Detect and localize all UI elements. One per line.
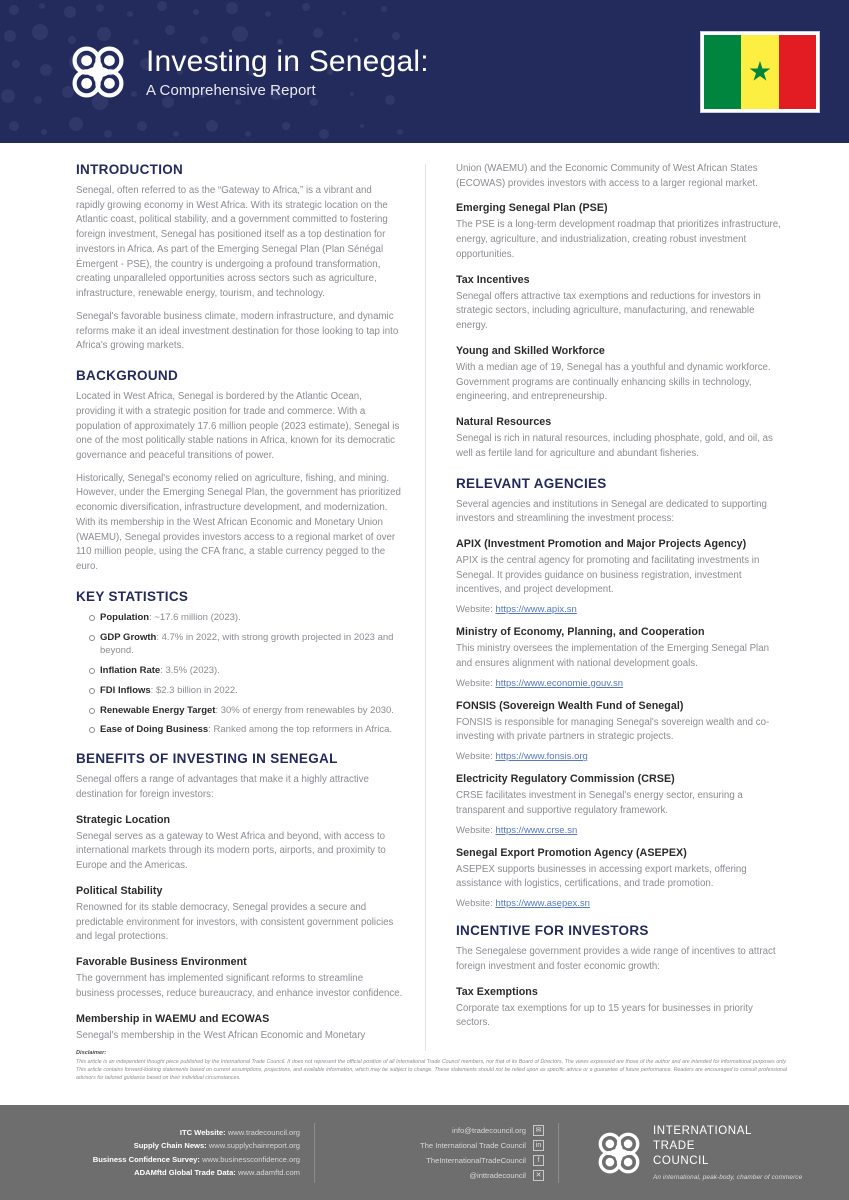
section-heading-key-statistics: KEY STATISTICS xyxy=(76,588,189,604)
stat-label: Population xyxy=(100,611,150,623)
subsection-text-tax-incentives: Senegal offers attractive tax exemptions and reductions for investors in strategic sectors, including agriculture, manufacturing, and renewable energy. xyxy=(456,290,761,332)
section-heading-benefits: BENEFITS OF INVESTING IN SENEGAL xyxy=(76,751,338,767)
agency-text-apix: APIX is the central agency for promoting and facilitating investments in Senegal. It provides guidance on business registration, investment incentives, and project development. xyxy=(456,555,760,596)
agency-title-fonsis: FONSIS (Sovereign Wealth Fund of Senegal) xyxy=(456,699,684,712)
website-label: Website: xyxy=(456,604,496,616)
subsection-title-membership-waemu-ecowas: Membership in WAEMU and ECOWAS xyxy=(76,1012,270,1025)
list-item xyxy=(90,631,403,659)
footer-social-x-twitter[interactable] xyxy=(329,1170,544,1181)
website-label: Website: xyxy=(456,677,496,689)
footer-link-url: www.adamftd.com xyxy=(237,1167,300,1177)
social-label: @inttradecouncil xyxy=(469,1170,526,1180)
agency-website-link-fonsis[interactable]: https://www.fonsis.org xyxy=(495,751,588,763)
page-title: Investing in Senegal: xyxy=(146,44,429,78)
subsection-text-favorable-business-environment: The government has implemented significant reforms to streamline business processes, reduce bureaucracy, and enhance investor confidence. xyxy=(76,973,403,999)
agency-text-fonsis: FONSIS is responsible for managing Senegal's sovereign wealth and co-investing with private partners in strategic projects. xyxy=(456,716,770,743)
website-label: Website: xyxy=(456,751,496,763)
section-heading-incentive-for-investors: INCENTIVE FOR INVESTORS xyxy=(456,923,649,939)
website-label: Website: xyxy=(456,824,496,836)
subsection-text-natural-resources: Senegal is rich in natural resources, including phosphate, gold, and oil, as well as fertile land for agriculture and abundant fisheries. xyxy=(456,433,773,459)
report-body xyxy=(0,146,849,1051)
footer-brand-block xyxy=(573,1124,802,1180)
agency-text-ministry-economy: This ministry oversees the implementation of the Emerging Senegal Plan and ensures alignment with national development goals. xyxy=(456,643,770,669)
flag-band-green xyxy=(704,35,741,109)
benefits-intro: Senegal offers a range of advantages that make it a highly attractive destination for foreign investors: xyxy=(76,774,369,800)
agency-title-asepex: Senegal Export Promotion Agency (ASEPEX) xyxy=(456,846,687,859)
section-heading-introduction: INTRODUCTION xyxy=(76,162,184,177)
footer-social-linkedin[interactable] xyxy=(329,1140,544,1151)
facebook-icon[interactable]: f xyxy=(533,1155,544,1166)
linkedin-icon[interactable]: in xyxy=(533,1140,544,1151)
footer-links-column xyxy=(0,1124,300,1182)
agency-website-asepex xyxy=(456,898,787,909)
membership-text-continuation: Union (WAEMU) and the Economic Community of West African States (ECOWAS) provides investors with access to a larger regional market. xyxy=(456,163,758,189)
stat-label: Renewable Energy Target xyxy=(100,704,216,716)
stat-label: Inflation Rate xyxy=(100,665,161,677)
stat-value: : $2.3 billion in 2022. xyxy=(150,684,238,696)
list-item xyxy=(90,684,403,698)
x-twitter-icon[interactable]: ✕ xyxy=(533,1170,544,1181)
stat-label: Ease of Doing Business xyxy=(100,724,209,736)
footer-link-label: Supply Chain News: xyxy=(133,1141,207,1151)
brand-line-international: INTERNATIONAL xyxy=(653,1125,752,1138)
agency-title-apix: APIX (Investment Promotion and Major Projects Agency) xyxy=(456,538,747,551)
itc-quatrefoil-logo-icon xyxy=(68,42,128,102)
page-header xyxy=(0,0,849,143)
stat-label: FDI Inflows xyxy=(100,684,151,696)
page-footer xyxy=(0,1105,849,1200)
right-column xyxy=(438,162,787,1051)
key-statistics-list xyxy=(76,611,403,737)
footer-link-url: www.tradecouncil.org xyxy=(227,1127,300,1137)
subsection-text-tax-exemptions: Corporate tax exemptions for up to 15 years for businesses in priority sectors. xyxy=(456,1002,753,1029)
subsection-text-young-skilled-workforce: With a median age of 19, Senegal has a youthful and dynamic workforce. Government programs are continually enhancing skills in technology, engineering, and entrepreneurship. xyxy=(456,361,771,403)
social-label: The International Trade Council xyxy=(420,1140,526,1150)
footer-link-itc-website[interactable] xyxy=(60,1128,300,1137)
footer-link-url: www.businessconfidence.org xyxy=(202,1154,300,1164)
footer-divider-1 xyxy=(314,1123,315,1183)
section-heading-background: BACKGROUND xyxy=(76,368,178,384)
itc-quatrefoil-logo-icon xyxy=(595,1129,643,1177)
footer-link-label: Business Confidence Survey: xyxy=(92,1154,200,1164)
footer-divider-2 xyxy=(558,1123,559,1183)
footer-link-supply-chain-news[interactable] xyxy=(60,1141,300,1150)
subsection-title-emerging-senegal-plan: Emerging Senegal Plan (PSE) xyxy=(456,202,608,215)
footer-link-business-confidence-survey[interactable] xyxy=(60,1155,300,1164)
footer-link-url: www.supplychainreport.org xyxy=(208,1141,300,1151)
background-paragraph-1: Located in West Africa, Senegal is bordered by the Atlantic Ocean, providing it with a strategic position for trade and commerce. With a population of approximately 17.6 million people (2023 estimate), Senegal is one of the most politically stable nations in Africa, known for its democratic governance and peaceful transitions of power. xyxy=(76,391,400,462)
brand-line-trade: TRADE xyxy=(653,1140,695,1153)
agency-website-apix xyxy=(456,604,787,615)
social-label: info@tradecouncil.org xyxy=(452,1125,526,1135)
stat-value: : 30% of energy from renewables by 2030. xyxy=(215,704,394,716)
brand-tagline: An international, peak-body, chamber of commerce xyxy=(653,1173,803,1181)
incentives-intro: The Senegalese government provides a wide range of incentives to attract foreign investment and foster economic growth: xyxy=(456,946,776,972)
social-label: TheInternationalTradeCouncil xyxy=(426,1155,526,1165)
footer-social-column xyxy=(329,1121,544,1185)
footer-social-email[interactable] xyxy=(329,1125,544,1136)
agency-website-link-apix[interactable]: https://www.apix.sn xyxy=(495,604,577,616)
disclaimer-title: Disclaimer: xyxy=(76,1050,107,1056)
stat-value: : 4.7% in 2022, with strong growth projected in 2023 and beyond. xyxy=(100,631,394,657)
footer-link-label: ITC Website: xyxy=(179,1127,226,1137)
flag-band-yellow xyxy=(741,35,778,109)
stat-label: GDP Growth xyxy=(100,631,157,643)
agency-title-ministry-economy: Ministry of Economy, Planning, and Cooperation xyxy=(456,626,705,639)
flag-star-icon: ★ xyxy=(747,56,773,86)
agency-website-fonsis xyxy=(456,751,787,762)
email-icon[interactable]: ✉ xyxy=(533,1125,544,1136)
agency-title-crse: Electricity Regulatory Commission (CRSE) xyxy=(456,773,675,786)
disclaimer-block xyxy=(76,1050,787,1083)
stat-value: : ~17.6 million (2023). xyxy=(149,611,241,623)
footer-link-label: ADAMftd Global Trade Data: xyxy=(134,1167,236,1177)
website-label: Website: xyxy=(456,898,496,910)
subsection-title-favorable-business-environment: Favorable Business Environment xyxy=(76,956,247,969)
subsection-title-tax-incentives: Tax Incentives xyxy=(456,273,530,286)
agency-website-link-crse[interactable]: https://www.crse.sn xyxy=(495,824,578,836)
subsection-text-political-stability: Renowned for its stable democracy, Senegal provides a secure and predictable environment for investors, with consistent government policies and legal protections. xyxy=(76,901,394,943)
brand-line-council: COUNCIL xyxy=(653,1154,709,1167)
footer-brand-text xyxy=(653,1124,802,1180)
list-item xyxy=(90,664,403,678)
introduction-paragraph-1: Senegal, often referred to as the “Gateway to Africa,” is a vibrant and rapidly growing economy in West Africa. With its strategic location on the Atlantic coast, political stability, and a government committed to fostering foreign investment, Senegal has positioned itself as a top destination for investors in Africa. As part of the Emerging Senegal Plan (Plan Sénégal Émergent - PSE), the country is undergoing a profound transformation, creating unparalleled opportunities across sectors such as agriculture, infrastructure, renewable energy, tourism, and technology. xyxy=(76,185,388,300)
section-heading-relevant-agencies: RELEVANT AGENCIES xyxy=(456,475,607,491)
relevant-agencies-intro: Several agencies and institutions in Senegal are dedicated to supporting investors and streamlining the investment process: xyxy=(456,498,767,525)
agency-website-link-asepex[interactable]: https://www.asepex.sn xyxy=(495,898,590,910)
stat-value: : Ranked among the top reformers in Africa. xyxy=(208,724,392,736)
subsection-title-young-skilled-workforce: Young and Skilled Workforce xyxy=(456,344,605,357)
senegal-flag-icon xyxy=(701,32,819,112)
agency-website-ministry-economy xyxy=(456,678,787,689)
subsection-title-political-stability: Political Stability xyxy=(76,884,163,897)
subsection-text-strategic-location: Senegal serves as a gateway to West Africa and beyond, with access to international markets through its modern ports, airports, and proximity to Europe and the Americas. xyxy=(76,830,386,872)
footer-link-adamftd-global-trade-data[interactable] xyxy=(60,1168,300,1177)
introduction-paragraph-2: Senegal's favorable business climate, modern infrastructure, and dynamic reforms make it an ideal investment destination for those looking to tap into Africa's growing markets. xyxy=(76,310,399,352)
stat-value: : 3.5% (2023). xyxy=(160,665,220,677)
agency-text-crse: CRSE facilitates investment in Senegal's energy sector, ensuring a transparent and supportive regulatory framework. xyxy=(456,790,743,816)
agency-website-crse xyxy=(456,825,787,836)
disclaimer-text: This article is an independent thought piece published by the International Trade Council. It does not represent the official position of all International Trade Council members, nor that of its Board of Directors. The views expressed are those of the author and are intended for informational purposes only. This article contains forward-looking statements based on current assumptions, projections, and available information, which may be subject to change. These statements should not be relied upon as specific advice or a guarantee of future performance. Readers are encouraged to consult professional advisors for tailored guidance based on their individual circumstances. xyxy=(76,1059,787,1082)
flag-band-red xyxy=(779,35,816,109)
column-divider xyxy=(425,164,426,1051)
background-paragraph-2: Historically, Senegal's economy relied on agriculture, fishing, and mining. However, under the Emerging Senegal Plan, the government has prioritized economic diversification, infrastructure development, and modernization. With its membership in the West African Economic and Monetary Union (WAEMU), Senegal provides investors access to a regional market of over 110 million people, using the CFA franc, a stable currency pegged to the euro. xyxy=(76,472,401,573)
footer-social-facebook[interactable] xyxy=(329,1155,544,1166)
header-title-block xyxy=(146,45,429,99)
list-item xyxy=(90,611,403,625)
agency-website-link-ministry-economy[interactable]: https://www.economie.gouv.sn xyxy=(495,677,624,689)
list-item xyxy=(90,723,403,737)
subsection-text-membership-waemu-ecowas: Senegal's membership in the West African Economic and Monetary xyxy=(76,1029,366,1041)
left-column xyxy=(76,162,425,1051)
list-item xyxy=(90,704,403,718)
subsection-title-strategic-location: Strategic Location xyxy=(76,813,171,826)
page-subtitle: A Comprehensive Report xyxy=(146,81,316,99)
subsection-title-tax-exemptions: Tax Exemptions xyxy=(456,985,538,998)
agency-text-asepex: ASEPEX supports businesses in accessing export markets, offering assistance with logistics, certifications, and trade promotion. xyxy=(456,863,747,890)
subsection-title-natural-resources: Natural Resources xyxy=(456,416,552,429)
subsection-text-emerging-senegal-plan: The PSE is a long-term development roadmap that prioritizes infrastructure, energy, agriculture, and industrialization, creating robust investment opportunities. xyxy=(456,219,781,260)
